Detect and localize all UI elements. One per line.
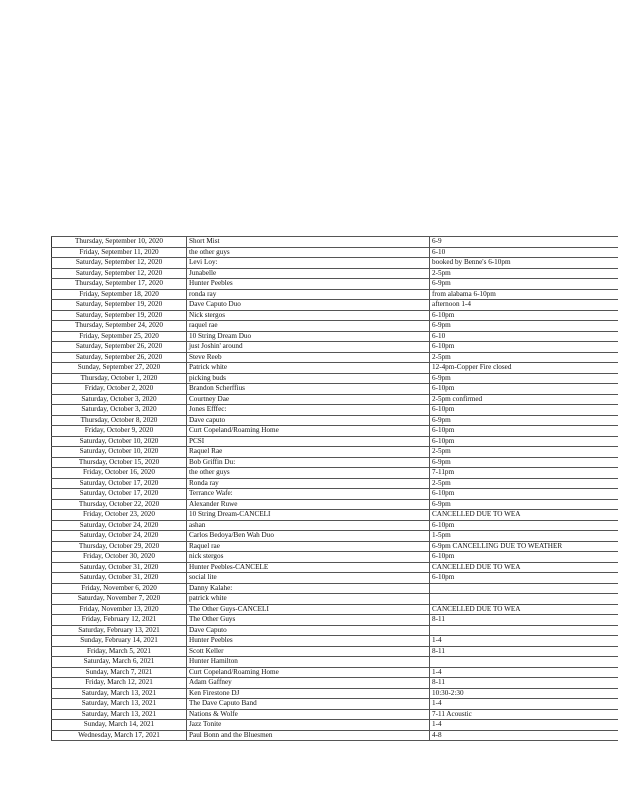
table-row	[52, 310, 618, 321]
act-cell: Jazz Tonite	[187, 720, 430, 731]
note-cell: 6-10pm	[430, 405, 618, 416]
date-cell: Thursday, September 17, 2020	[52, 279, 187, 290]
date-cell: Friday, September 11, 2020	[52, 247, 187, 258]
table-row	[52, 405, 618, 416]
note-cell: 8-11	[430, 646, 618, 657]
act-cell: Dave caputo	[187, 415, 430, 426]
note-cell: 6-9pm CANCELLING DUE TO WEATHER	[430, 541, 618, 552]
note-cell: 6-10pm	[430, 489, 618, 500]
act-cell: Short Mist	[187, 237, 430, 248]
date-cell: Friday, October 16, 2020	[52, 468, 187, 479]
date-cell: Friday, October 9, 2020	[52, 426, 187, 437]
date-cell: Saturday, February 13, 2021	[52, 625, 187, 636]
act-cell: Hunter Peebles	[187, 636, 430, 647]
note-cell	[430, 583, 618, 594]
act-cell: raquel rae	[187, 321, 430, 332]
note-cell: 2-5pm confirmed	[430, 394, 618, 405]
note-cell: 1-5pm	[430, 531, 618, 542]
date-cell: Saturday, October 31, 2020	[52, 573, 187, 584]
note-cell: 7-11 Acoustic	[430, 709, 618, 720]
note-cell	[430, 594, 618, 605]
date-cell: Thursday, October 22, 2020	[52, 499, 187, 510]
note-cell: 1-4	[430, 699, 618, 710]
date-cell: Saturday, October 3, 2020	[52, 405, 187, 416]
table-row	[52, 583, 618, 594]
date-cell: Saturday, October 24, 2020	[52, 520, 187, 531]
table-row	[52, 604, 618, 615]
date-cell: Saturday, October 24, 2020	[52, 531, 187, 542]
act-cell: PCSI	[187, 436, 430, 447]
date-cell: Saturday, October 31, 2020	[52, 562, 187, 573]
table-row	[52, 541, 618, 552]
date-cell: Sunday, March 7, 2021	[52, 667, 187, 678]
act-cell: Carlos Bedoya/Ben Wah Duo	[187, 531, 430, 542]
date-cell: Saturday, September 12, 2020	[52, 258, 187, 269]
table-row	[52, 331, 618, 342]
date-cell: Sunday, September 27, 2020	[52, 363, 187, 374]
note-cell: 6-9pm	[430, 373, 618, 384]
note-cell: 6-10	[430, 331, 618, 342]
table-row	[52, 300, 618, 311]
table-row	[52, 342, 618, 353]
date-cell: Saturday, March 13, 2021	[52, 709, 187, 720]
act-cell: Dave Caputo Duo	[187, 300, 430, 311]
act-cell: Hunter Peebles	[187, 279, 430, 290]
table-row	[52, 562, 618, 573]
act-cell: Brandon Scherffius	[187, 384, 430, 395]
note-cell: 6-9pm	[430, 499, 618, 510]
date-cell: Saturday, September 26, 2020	[52, 352, 187, 363]
act-cell: Patrick white	[187, 363, 430, 374]
date-cell: Friday, September 18, 2020	[52, 289, 187, 300]
date-cell: Sunday, February 14, 2021	[52, 636, 187, 647]
table-row	[52, 436, 618, 447]
act-cell: The Other Guys	[187, 615, 430, 626]
note-cell: 8-11	[430, 615, 618, 626]
table-row	[52, 352, 618, 363]
act-cell: just Joshin' around	[187, 342, 430, 353]
date-cell: Saturday, March 13, 2021	[52, 688, 187, 699]
note-cell: 1-4	[430, 720, 618, 731]
table-row	[52, 625, 618, 636]
date-cell: Thursday, September 24, 2020	[52, 321, 187, 332]
act-cell: Raquel Rae	[187, 447, 430, 458]
table-row	[52, 373, 618, 384]
act-cell: the other guys	[187, 247, 430, 258]
table-row	[52, 489, 618, 500]
date-cell: Saturday, September 12, 2020	[52, 268, 187, 279]
note-cell: CANCELLED DUE TO WEA	[430, 562, 618, 573]
note-cell: 2-5pm	[430, 447, 618, 458]
act-cell: Danny Kalahe:	[187, 583, 430, 594]
act-cell: Courtney Dae	[187, 394, 430, 405]
table-row	[52, 699, 618, 710]
note-cell: 6-10pm	[430, 426, 618, 437]
date-cell: Saturday, March 13, 2021	[52, 699, 187, 710]
table-row	[52, 709, 618, 720]
act-cell: Curt Copeland/Roaming Home	[187, 426, 430, 437]
act-cell: the other guys	[187, 468, 430, 479]
act-cell: Raquel rae	[187, 541, 430, 552]
schedule-table	[51, 236, 618, 741]
date-cell: Saturday, September 19, 2020	[52, 300, 187, 311]
date-cell: Friday, November 6, 2020	[52, 583, 187, 594]
date-cell: Friday, March 12, 2021	[52, 678, 187, 689]
table-row	[52, 321, 618, 332]
act-cell: Dave Caputo	[187, 625, 430, 636]
act-cell: Nick stergos	[187, 310, 430, 321]
note-cell: 6-10pm	[430, 310, 618, 321]
date-cell: Thursday, October 8, 2020	[52, 415, 187, 426]
note-cell: 6-9pm	[430, 321, 618, 332]
table-row	[52, 531, 618, 542]
date-cell: Saturday, October 17, 2020	[52, 478, 187, 489]
note-cell: 6-10pm	[430, 384, 618, 395]
table-row	[52, 363, 618, 374]
act-cell: Adam Gaffney	[187, 678, 430, 689]
note-cell: 6-10pm	[430, 436, 618, 447]
table-row	[52, 279, 618, 290]
act-cell: The Dave Caputo Band	[187, 699, 430, 710]
act-cell: Hunter Peebles-CANCELE	[187, 562, 430, 573]
date-cell: Friday, September 25, 2020	[52, 331, 187, 342]
table-row	[52, 247, 618, 258]
date-cell: Saturday, November 7, 2020	[52, 594, 187, 605]
table-row	[52, 258, 618, 269]
date-cell: Saturday, October 17, 2020	[52, 489, 187, 500]
table-row	[52, 426, 618, 437]
date-cell: Thursday, September 10, 2020	[52, 237, 187, 248]
act-cell: Terrance Wafe:	[187, 489, 430, 500]
table-row	[52, 499, 618, 510]
act-cell: Steve Reeb	[187, 352, 430, 363]
note-cell: 1-4	[430, 667, 618, 678]
act-cell: social lite	[187, 573, 430, 584]
act-cell: 10 String Dream Duo	[187, 331, 430, 342]
table-row	[52, 667, 618, 678]
act-cell: Levi Loy:	[187, 258, 430, 269]
act-cell: Ken Firestone DJ	[187, 688, 430, 699]
note-cell: 6-10pm	[430, 552, 618, 563]
table-row	[52, 394, 618, 405]
note-cell: 6-10	[430, 247, 618, 258]
date-cell: Friday, February 12, 2021	[52, 615, 187, 626]
date-cell: Friday, October 30, 2020	[52, 552, 187, 563]
table-row	[52, 615, 618, 626]
date-cell: Friday, March 5, 2021	[52, 646, 187, 657]
act-cell: Paul Bonn and the Bluesmen	[187, 730, 430, 741]
date-cell: Friday, October 2, 2020	[52, 384, 187, 395]
table-row	[52, 657, 618, 668]
act-cell: Hunter Hamilton	[187, 657, 430, 668]
date-cell: Wednesday, March 17, 2021	[52, 730, 187, 741]
table-row	[52, 636, 618, 647]
note-cell: CANCELLED DUE TO WEA	[430, 604, 618, 615]
note-cell	[430, 657, 618, 668]
note-cell: booked by Benne's 6-10pm	[430, 258, 618, 269]
table-row	[52, 573, 618, 584]
table-row	[52, 478, 618, 489]
date-cell: Thursday, October 1, 2020	[52, 373, 187, 384]
note-cell: 10:30-2:30	[430, 688, 618, 699]
table-row	[52, 520, 618, 531]
date-cell: Saturday, September 19, 2020	[52, 310, 187, 321]
note-cell: 8-11	[430, 678, 618, 689]
table-row	[52, 678, 618, 689]
act-cell: Curt Copeland/Roaming Home	[187, 667, 430, 678]
date-cell: Sunday, March 14, 2021	[52, 720, 187, 731]
act-cell: Jones Efffec:	[187, 405, 430, 416]
act-cell: ashan	[187, 520, 430, 531]
table-row	[52, 646, 618, 657]
act-cell: 10 String Dream-CANCELI	[187, 510, 430, 521]
act-cell: The Other Guys-CANCELI	[187, 604, 430, 615]
date-cell: Saturday, October 10, 2020	[52, 447, 187, 458]
table-row	[52, 268, 618, 279]
note-cell: 6-10pm	[430, 342, 618, 353]
note-cell: 6-9	[430, 237, 618, 248]
act-cell: Nations & Wolfe	[187, 709, 430, 720]
act-cell: patrick white	[187, 594, 430, 605]
note-cell: 2-5pm	[430, 478, 618, 489]
table-row	[52, 468, 618, 479]
act-cell: Junabelle	[187, 268, 430, 279]
schedule-body	[52, 237, 618, 741]
table-row	[52, 594, 618, 605]
note-cell: from alabama 6-10pm	[430, 289, 618, 300]
date-cell: Saturday, October 10, 2020	[52, 436, 187, 447]
table-row	[52, 289, 618, 300]
act-cell: picking buds	[187, 373, 430, 384]
note-cell: 6-10pm	[430, 520, 618, 531]
table-row	[52, 720, 618, 731]
act-cell: Scott Keller	[187, 646, 430, 657]
table-row	[52, 237, 618, 248]
date-cell: Saturday, March 6, 2021	[52, 657, 187, 668]
table-row	[52, 730, 618, 741]
note-cell	[430, 625, 618, 636]
note-cell: 7-11pm	[430, 468, 618, 479]
table-row	[52, 447, 618, 458]
note-cell: 12-4pm-Copper Fire closed	[430, 363, 618, 374]
note-cell: 2-5pm	[430, 352, 618, 363]
act-cell: Alexander Ruwe	[187, 499, 430, 510]
date-cell: Saturday, October 3, 2020	[52, 394, 187, 405]
note-cell: afternoon 1-4	[430, 300, 618, 311]
note-cell: CANCELLED DUE TO WEA	[430, 510, 618, 521]
note-cell: 6-9pm	[430, 415, 618, 426]
table-row	[52, 510, 618, 521]
date-cell: Friday, November 13, 2020	[52, 604, 187, 615]
table-row	[52, 688, 618, 699]
date-cell: Saturday, September 26, 2020	[52, 342, 187, 353]
note-cell: 6-9pm	[430, 279, 618, 290]
date-cell: Friday, October 23, 2020	[52, 510, 187, 521]
table-row	[52, 457, 618, 468]
date-cell: Thursday, October 29, 2020	[52, 541, 187, 552]
act-cell: Ronda ray	[187, 478, 430, 489]
table-row	[52, 384, 618, 395]
act-cell: ronda ray	[187, 289, 430, 300]
note-cell: 6-9pm	[430, 457, 618, 468]
act-cell: nick stergos	[187, 552, 430, 563]
note-cell: 2-5pm	[430, 268, 618, 279]
table-row	[52, 415, 618, 426]
note-cell: 6-10pm	[430, 573, 618, 584]
act-cell: Bob Griffin Du:	[187, 457, 430, 468]
table-row	[52, 552, 618, 563]
note-cell: 1-4	[430, 636, 618, 647]
date-cell: Thursday, October 15, 2020	[52, 457, 187, 468]
note-cell: 4-8	[430, 730, 618, 741]
